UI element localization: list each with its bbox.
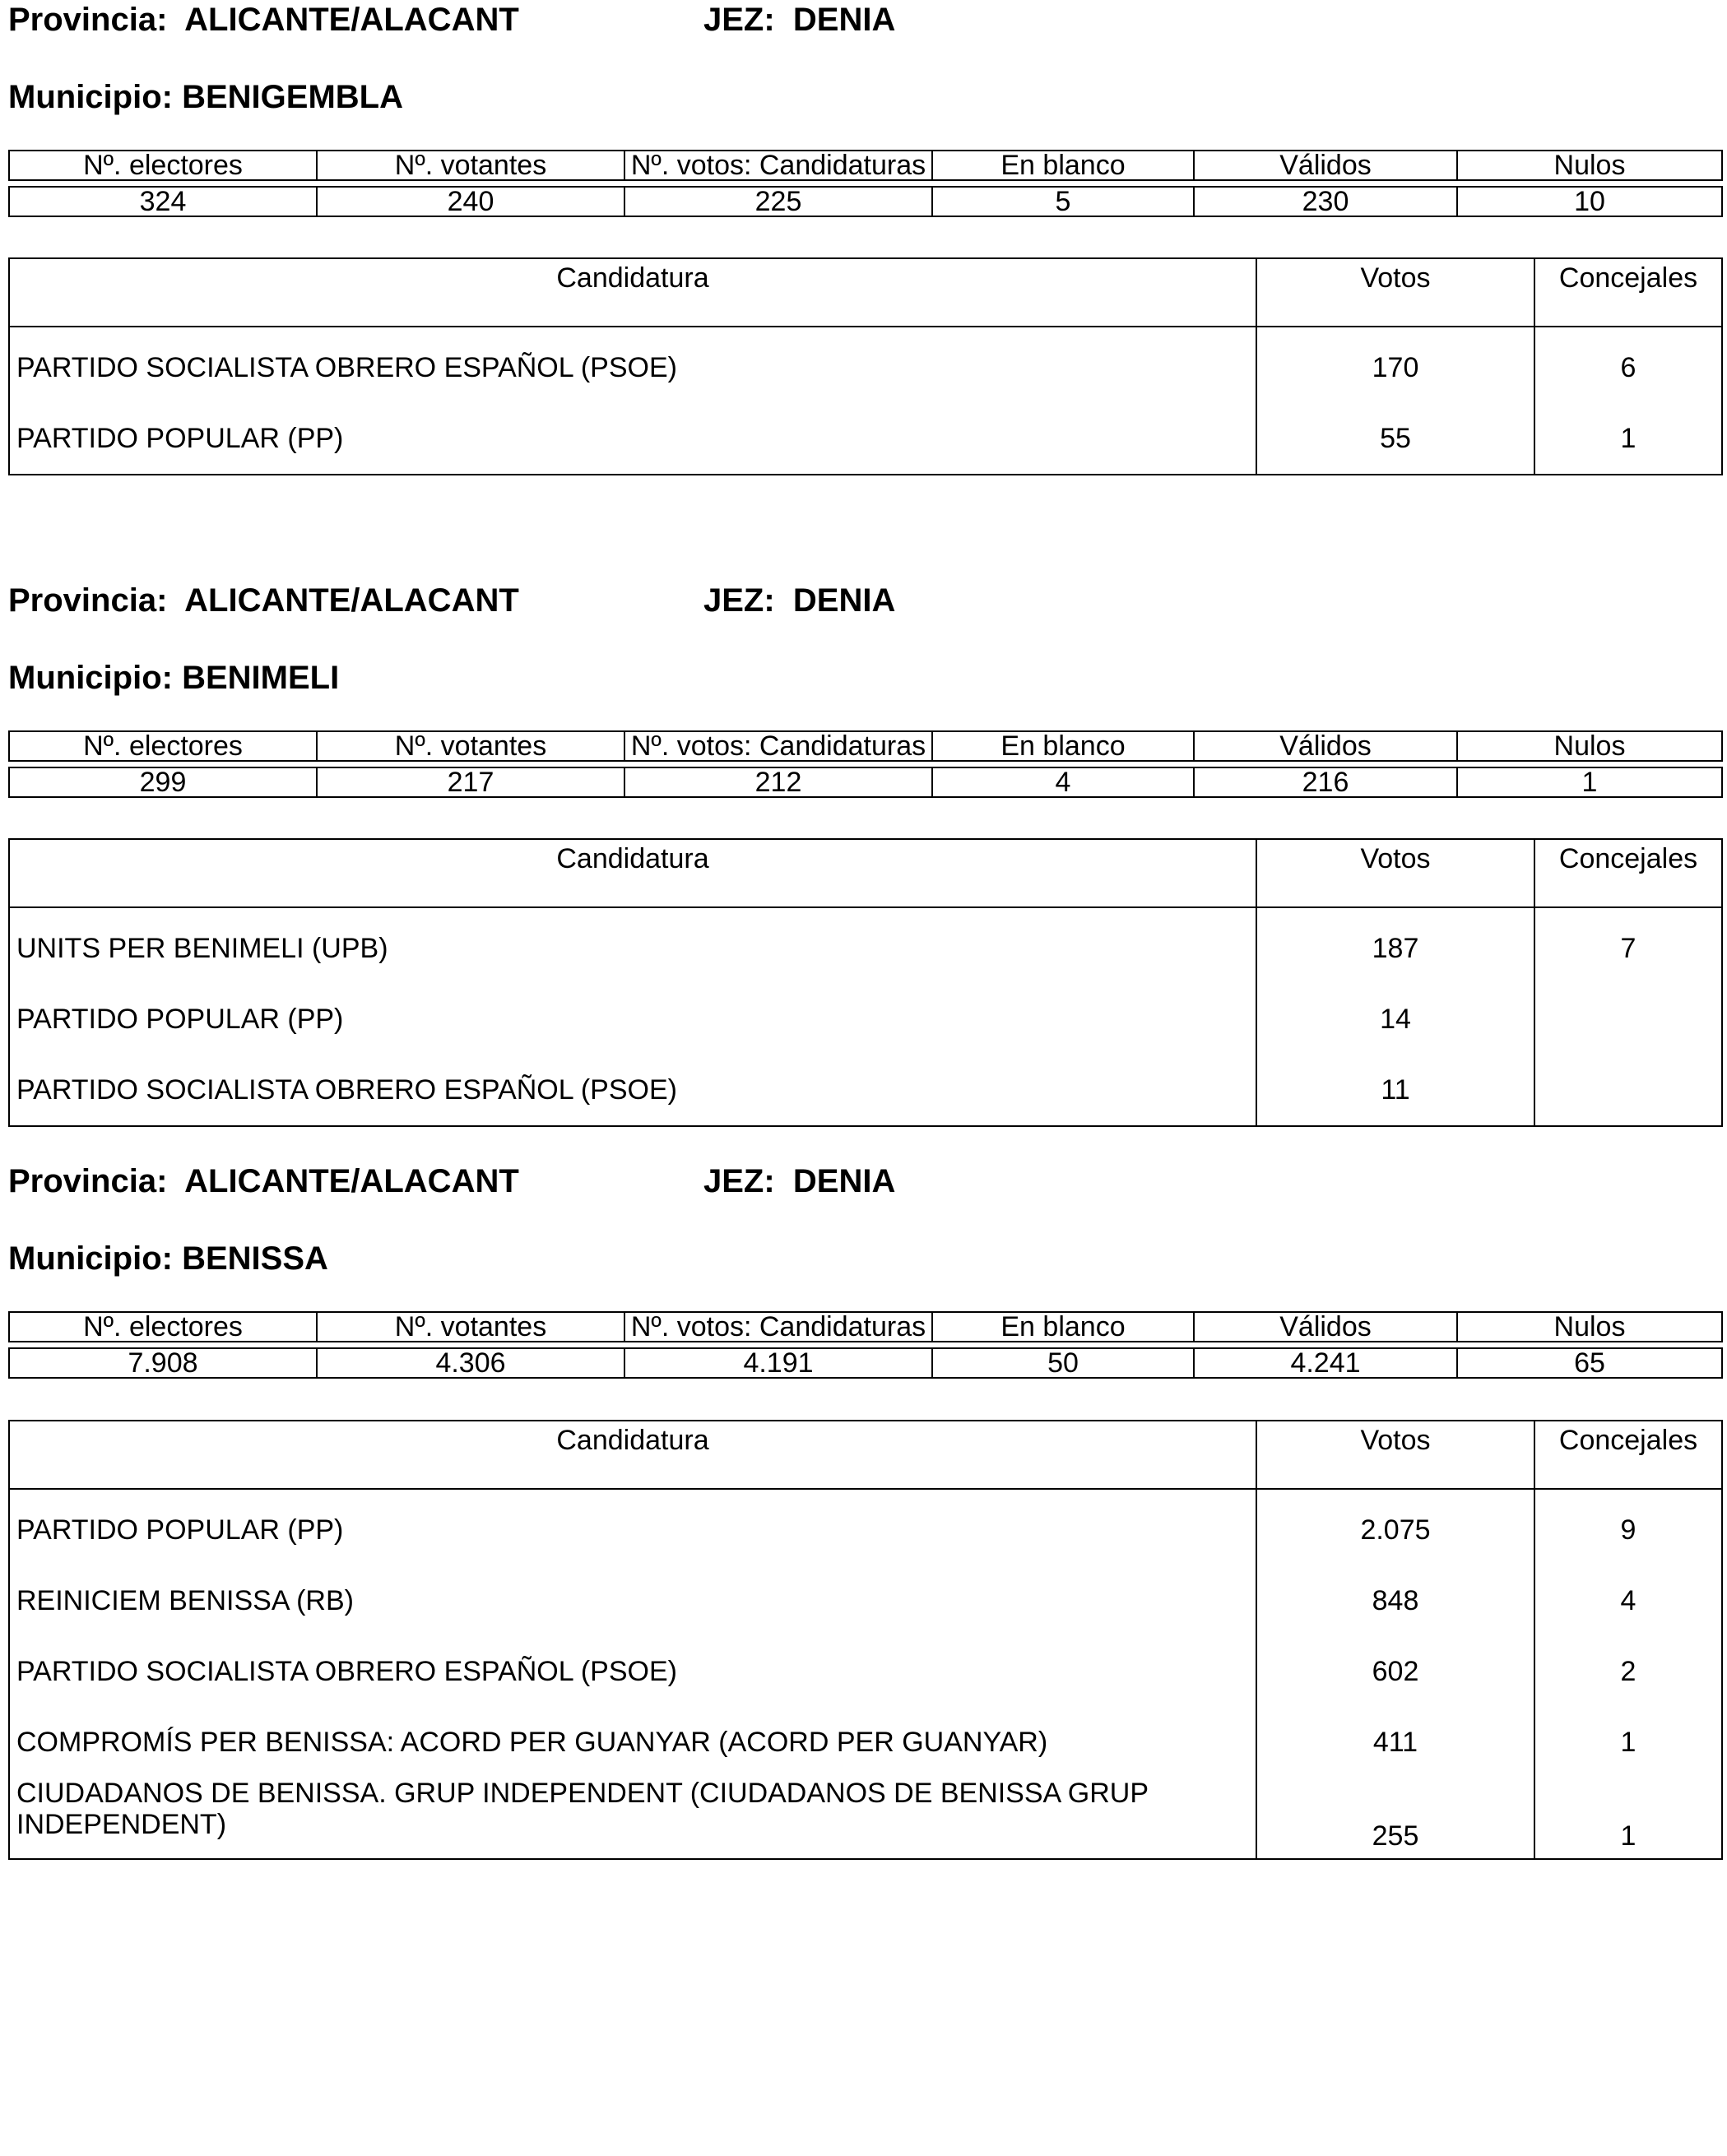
col-candidatura: Candidatura: [9, 1421, 1256, 1489]
stats-header-table: [8, 1311, 1723, 1342]
municipio-header: [8, 658, 339, 698]
col-concejales: Concejales: [1534, 258, 1722, 327]
candidatura-name: PARTIDO POPULAR (PP): [16, 1514, 344, 1546]
provincia-value: ALICANTE/ALACANT: [184, 1163, 519, 1199]
candidatura-votos: 170: [1256, 327, 1534, 403]
nulos-value: 1: [1457, 767, 1722, 797]
col-candidatura: Candidatura: [9, 839, 1256, 907]
candidatura-concejales: 1: [1534, 1707, 1722, 1778]
candidatura-name: PARTIDO SOCIALISTA OBRERO ESPAÑOL (PSOE): [16, 1656, 677, 1687]
stats-values-table: [8, 1347, 1723, 1379]
candidatura-concejales: 2: [1534, 1636, 1722, 1707]
en-blanco-value: 50: [932, 1348, 1194, 1378]
votantes-value: 240: [317, 187, 624, 216]
candidaturas-table: [8, 257, 1723, 475]
col-validos: Válidos: [1194, 1312, 1457, 1342]
municipio-label: Municipio:: [8, 79, 173, 115]
table-row: [9, 327, 1722, 403]
candidatura-concejales: [1534, 1055, 1722, 1126]
candidatura-name: PARTIDO SOCIALISTA OBRERO ESPAÑOL (PSOE): [16, 1074, 677, 1106]
candidatura-votos: 848: [1256, 1565, 1534, 1636]
municipio-value: BENISSA: [182, 1240, 328, 1277]
votantes-value: 217: [317, 767, 624, 797]
col-electores: Nº. electores: [9, 731, 317, 761]
candidatura-concejales: 9: [1534, 1489, 1722, 1565]
table-row: [9, 1055, 1722, 1126]
stats-header-table: [8, 730, 1723, 762]
col-en-blanco: En blanco: [932, 151, 1194, 180]
validos-value: 216: [1194, 767, 1457, 797]
candidaturas-header-row: [9, 258, 1722, 327]
provincia-header: [8, 581, 896, 620]
candidaturas-header-row: [9, 839, 1722, 907]
table-row: [9, 1707, 1722, 1778]
candidatura-concejales: 1: [1534, 403, 1722, 475]
jez-label: JEZ:: [703, 1163, 775, 1199]
municipio-value: BENIGEMBLA: [182, 79, 403, 115]
provincia-header: [8, 1161, 896, 1201]
provincia-label: Provincia:: [8, 582, 168, 619]
candidatura-votos: 255: [1256, 1778, 1534, 1859]
candidatura-votos: 14: [1256, 984, 1534, 1055]
en-blanco-value: 5: [932, 187, 1194, 216]
table-row: [9, 984, 1722, 1055]
jez-value: DENIA: [792, 1163, 896, 1199]
stats-header-table: [8, 150, 1723, 181]
col-concejales: Concejales: [1534, 1421, 1722, 1489]
provincia-label: Provincia:: [8, 2, 168, 38]
nulos-value: 10: [1457, 187, 1722, 216]
col-candidatura: Candidatura: [9, 258, 1256, 327]
provincia-header: [8, 0, 896, 39]
municipio-label: Municipio:: [8, 1240, 173, 1277]
col-votos-candidaturas: Nº. votos: Candidaturas: [624, 731, 932, 761]
electores-value: 299: [9, 767, 317, 797]
jez-header: [703, 581, 895, 620]
jez-label: JEZ:: [703, 582, 775, 619]
table-row: [9, 1778, 1722, 1859]
candidatura-votos: 602: [1256, 1636, 1534, 1707]
nulos-value: 65: [1457, 1348, 1722, 1378]
candidaturas-table: [8, 838, 1723, 1127]
candidatura-name: PARTIDO SOCIALISTA OBRERO ESPAÑOL (PSOE): [16, 352, 677, 383]
municipio-header: [8, 1239, 328, 1278]
jez-value: DENIA: [792, 2, 896, 38]
stats-header-row: [9, 1312, 1722, 1342]
candidatura-name: PARTIDO POPULAR (PP): [16, 423, 344, 454]
table-row: [9, 1565, 1722, 1636]
col-electores: Nº. electores: [9, 151, 317, 180]
table-row: [9, 1636, 1722, 1707]
candidatura-name: UNITS PER BENIMELI (UPB): [16, 933, 388, 964]
stats-values-table: [8, 186, 1723, 217]
stats-values-row: [9, 187, 1722, 216]
col-votos: Votos: [1256, 258, 1534, 327]
provincia-label: Provincia:: [8, 1163, 168, 1199]
col-validos: Válidos: [1194, 731, 1457, 761]
stats-values-row: [9, 767, 1722, 797]
candidatura-votos: 411: [1256, 1707, 1534, 1778]
candidatura-votos: 11: [1256, 1055, 1534, 1126]
col-votantes: Nº. votantes: [317, 151, 624, 180]
candidatura-name: PARTIDO POPULAR (PP): [16, 1004, 344, 1035]
col-votos-candidaturas: Nº. votos: Candidaturas: [624, 151, 932, 180]
candidatura-concejales: 1: [1534, 1778, 1722, 1859]
provincia-value: ALICANTE/ALACANT: [184, 582, 519, 619]
votos-candidaturas-value: 4.191: [624, 1348, 932, 1378]
col-validos: Válidos: [1194, 151, 1457, 180]
stats-header-row: [9, 731, 1722, 761]
col-electores: Nº. electores: [9, 1312, 317, 1342]
candidatura-concejales: 6: [1534, 327, 1722, 403]
candidaturas-header-row: [9, 1421, 1722, 1489]
candidatura-concejales: 4: [1534, 1565, 1722, 1636]
municipio-label: Municipio:: [8, 660, 173, 696]
provincia-value: ALICANTE/ALACANT: [184, 2, 519, 38]
electores-value: 7.908: [9, 1348, 317, 1378]
col-votos: Votos: [1256, 1421, 1534, 1489]
jez-header: [703, 0, 895, 39]
col-votantes: Nº. votantes: [317, 1312, 624, 1342]
stats-header-row: [9, 151, 1722, 180]
electores-value: 324: [9, 187, 317, 216]
municipio-value: BENIMELI: [182, 660, 340, 696]
col-votos-candidaturas: Nº. votos: Candidaturas: [624, 1312, 932, 1342]
jez-label: JEZ:: [703, 2, 775, 38]
jez-value: DENIA: [792, 582, 896, 619]
table-row: [9, 1489, 1722, 1565]
col-votantes: Nº. votantes: [317, 731, 624, 761]
candidatura-votos: 187: [1256, 907, 1534, 984]
stats-values-table: [8, 767, 1723, 798]
candidatura-concejales: 7: [1534, 907, 1722, 984]
validos-value: 230: [1194, 187, 1457, 216]
col-en-blanco: En blanco: [932, 731, 1194, 761]
en-blanco-value: 4: [932, 767, 1194, 797]
candidatura-votos: 2.075: [1256, 1489, 1534, 1565]
votos-candidaturas-value: 212: [624, 767, 932, 797]
votantes-value: 4.306: [317, 1348, 624, 1378]
candidatura-concejales: [1534, 984, 1722, 1055]
candidatura-name: COMPROMÍS PER BENISSA: ACORD PER GUANYAR (ACORD PER GUANYAR): [16, 1727, 1048, 1758]
candidatura-name: CIUDADANOS DE BENISSA. GRUP INDEPENDENT (CIUDADANOS DE BENISSA GRUP INDEPENDENT): [16, 1778, 1149, 1840]
jez-header: [703, 1161, 895, 1201]
votos-candidaturas-value: 225: [624, 187, 932, 216]
col-votos: Votos: [1256, 839, 1534, 907]
col-nulos: Nulos: [1457, 731, 1722, 761]
table-row: [9, 907, 1722, 984]
col-nulos: Nulos: [1457, 1312, 1722, 1342]
col-nulos: Nulos: [1457, 151, 1722, 180]
candidatura-name: REINICIEM BENISSA (RB): [16, 1585, 354, 1616]
col-concejales: Concejales: [1534, 839, 1722, 907]
col-en-blanco: En blanco: [932, 1312, 1194, 1342]
stats-values-row: [9, 1348, 1722, 1378]
candidatura-votos: 55: [1256, 403, 1534, 475]
table-row: [9, 403, 1722, 475]
municipio-header: [8, 77, 403, 117]
candidaturas-table: [8, 1420, 1723, 1860]
validos-value: 4.241: [1194, 1348, 1457, 1378]
